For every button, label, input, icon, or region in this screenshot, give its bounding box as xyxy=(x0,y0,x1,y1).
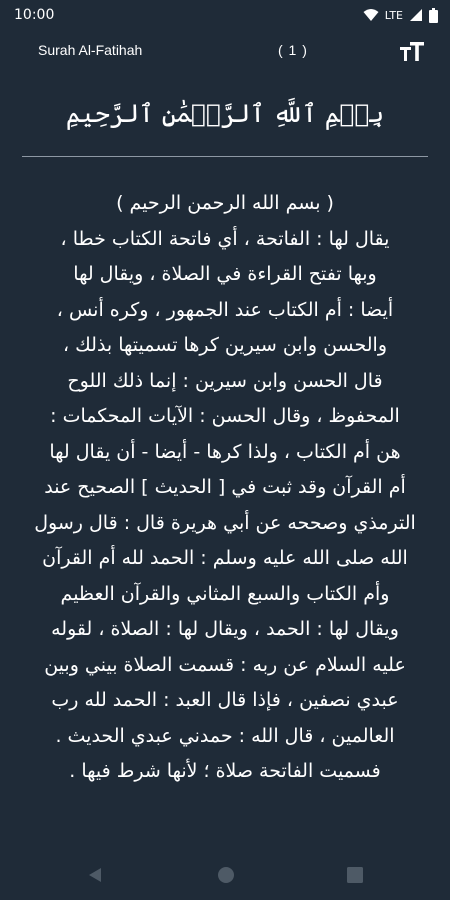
tafsir-line: العالمين ، قال الله : حمدني عبدي الحديث . xyxy=(55,724,395,747)
tafsir-line: فسميت الفاتحة صلاة ؛ لأنها شرط فيها . xyxy=(69,760,381,782)
font-size-button[interactable] xyxy=(398,38,426,66)
home-button[interactable] xyxy=(217,866,235,884)
tafsir-line: والحسن وابن سيرين كرها تسميتها بذلك ، xyxy=(62,334,388,356)
surah-title: Surah Al-Fatihah xyxy=(38,42,143,58)
tafsir-line: قال الحسن وابن سيرين : إنما ذلك اللوح xyxy=(67,369,383,392)
tafsir-text xyxy=(8,186,442,790)
divider xyxy=(22,156,428,157)
status-icons xyxy=(363,8,438,23)
ayah-number: ( 1 ) xyxy=(278,42,308,58)
network-label: LTE xyxy=(384,8,403,22)
home-icon xyxy=(217,866,235,884)
status-bar xyxy=(0,0,450,30)
signal-icon xyxy=(409,8,423,22)
back-icon xyxy=(86,866,104,884)
tafsir-line: أيضا : أم الكتاب عند الجمهور ، وكره أنس ، xyxy=(56,298,394,321)
battery-icon xyxy=(429,8,438,23)
tafsir-line: يقال لها : الفاتحة ، أي فاتحة الكتاب خطا ، xyxy=(60,227,390,250)
tafsir-line: الترمذي وصححه عن أبي هريرة قال : قال رسول xyxy=(34,511,416,534)
back-button[interactable] xyxy=(86,866,104,884)
tafsir-line: ويقال لها : الحمد ، ويقال لها : الصلاة ، لقوله xyxy=(51,618,399,640)
tafsir-line: المحفوظ ، وقال الحسن : الآيات المحكمات : xyxy=(50,405,400,427)
status-time: 10:00 xyxy=(14,7,55,23)
recents-button[interactable] xyxy=(346,866,364,884)
tafsir-line: عبدي نصفين ، فإذا قال العبد : الحمد لله رب xyxy=(51,689,399,711)
text-size-icon xyxy=(398,38,426,66)
navigation-bar xyxy=(0,850,450,900)
wifi-icon xyxy=(363,8,379,22)
tafsir-line: ( بسم الله الرحمن الرحيم ) xyxy=(116,192,334,214)
tafsir-line: الله صلى الله عليه وسلم : الحمد لله أم القرآن xyxy=(42,547,408,569)
tafsir-line: أم القرآن وقد ثبت في [ الحديث ] الصحيح عند xyxy=(44,476,406,498)
tafsir-line: هن أم الكتاب ، ولذا كرها - أيضا - أن يقال لها xyxy=(49,440,401,463)
recents-icon xyxy=(346,866,364,884)
tafsir-line: وأم الكتاب والسبع المثاني والقرآن العظيم xyxy=(60,582,390,605)
app-bar xyxy=(0,32,450,72)
tafsir-line: عليه السلام عن ربه : قسمت الصلاة بيني وبين xyxy=(44,653,406,676)
basmala-verse: بِسۡمِ ٱللَّهِ ٱلرَّحۡمَٰنِ ٱلرَّحِيمِ xyxy=(65,99,385,128)
tafsir-line: وبها تفتح القراءة في الصلاة ، ويقال لها xyxy=(73,263,377,285)
